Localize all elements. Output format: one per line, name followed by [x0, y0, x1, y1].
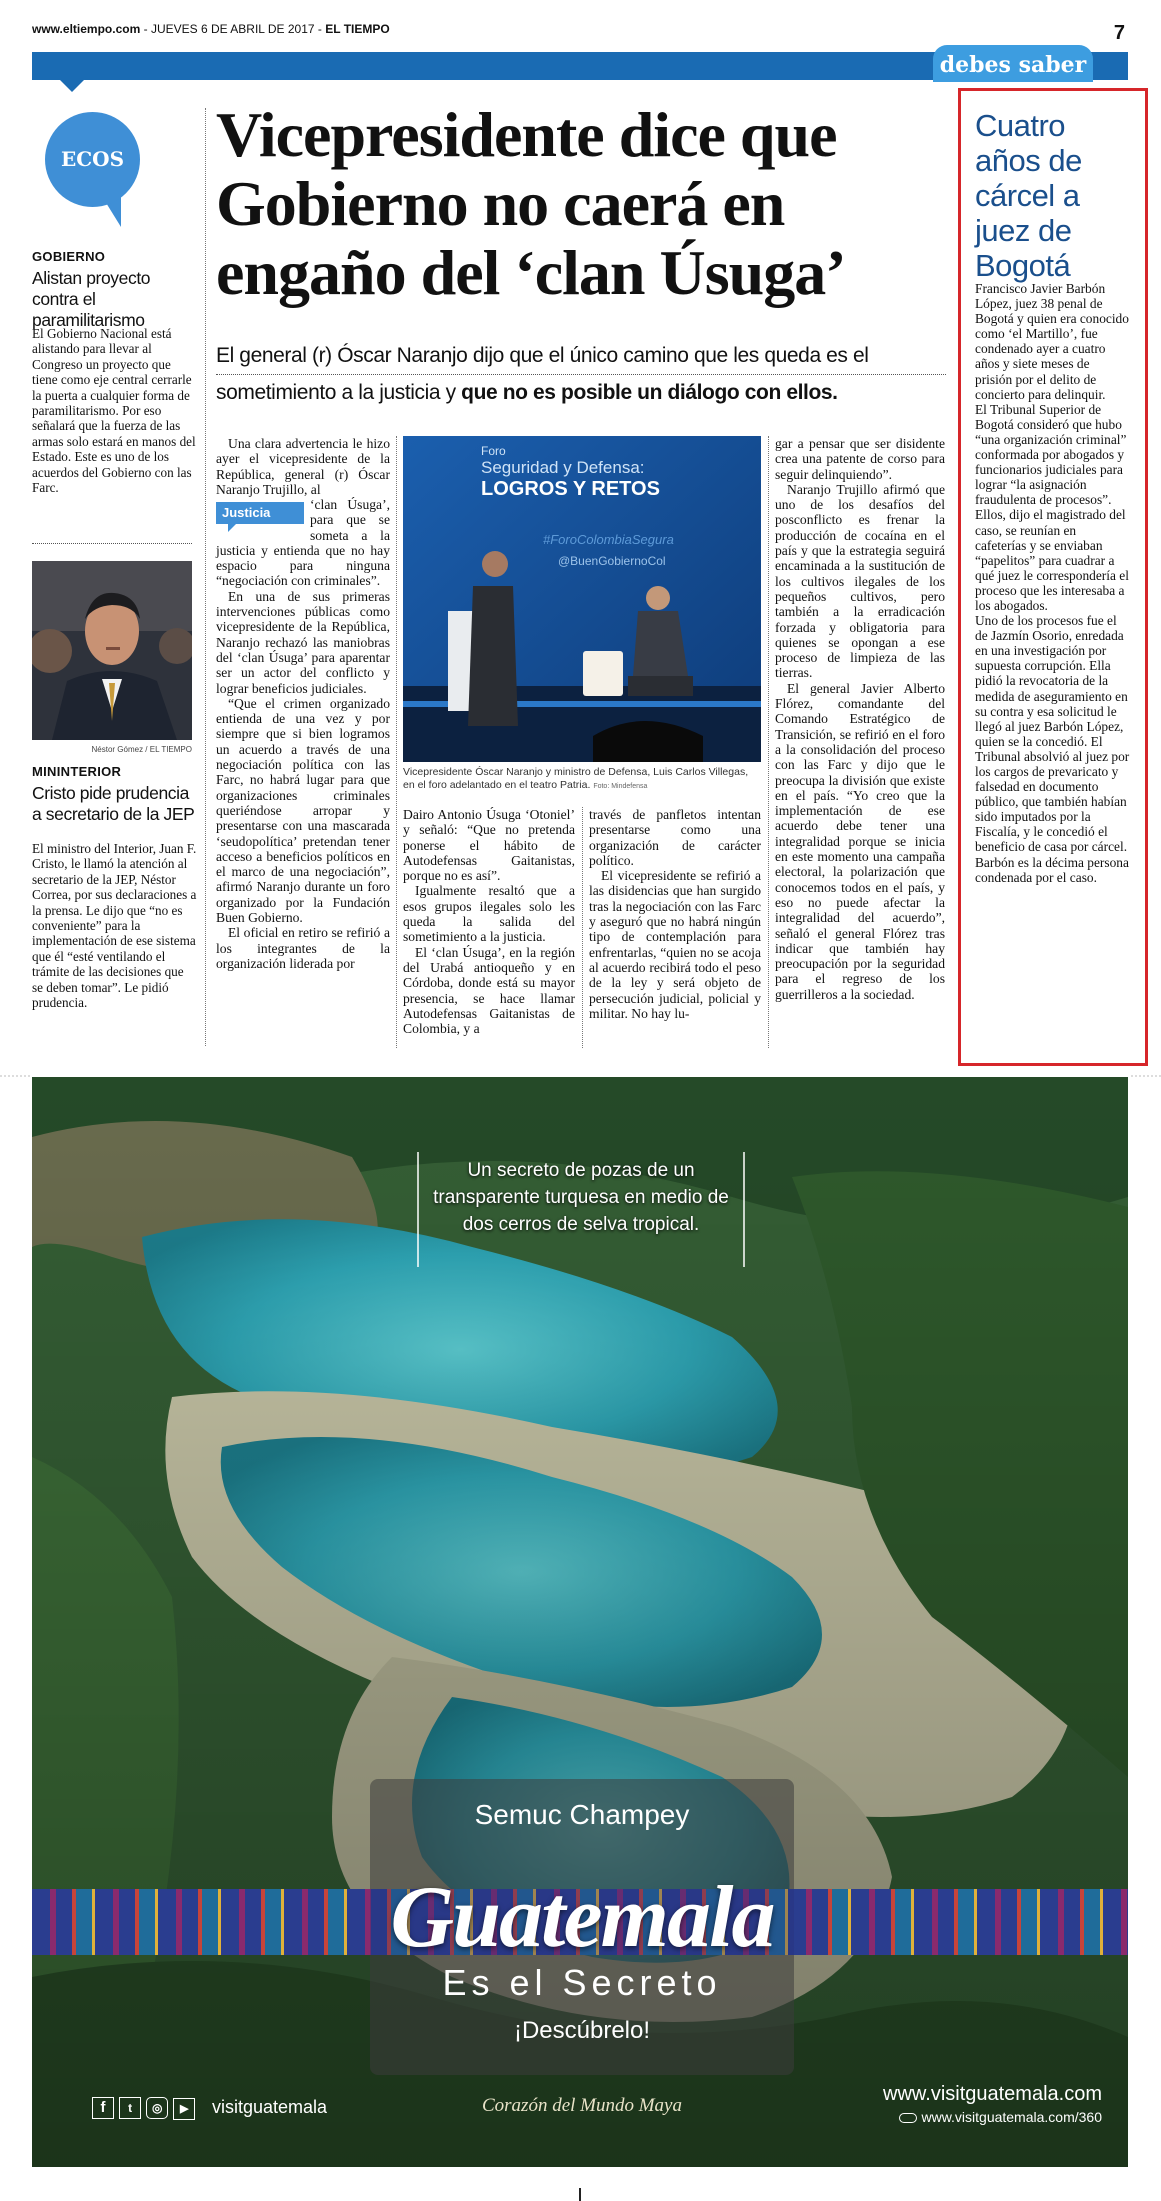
ad-cta: ¡Descúbrelo!	[513, 2017, 651, 2044]
facebook-icon: f	[92, 2097, 114, 2119]
paragraph: ‘clan Úsuga’, para que se someta a la justicia y entienda que no hay espacio para ninguna “negociación con criminales”.	[216, 497, 390, 589]
article-column-2	[403, 807, 575, 1036]
paragraph: Dairo Antonio Úsuga ‘Otoniel’ y señaló: “Que no pretenda ponerse el hábito de Autodefensas Gaitanistas, porque no es así”.	[403, 807, 575, 884]
page-number: 7	[1113, 22, 1125, 44]
brief-section-label: MININTERIOR	[32, 764, 122, 779]
instagram-icon: ◎	[146, 2097, 168, 2119]
brief-headline: Cristo pide prudencia a secretario de la JEP	[32, 783, 195, 824]
subhead-line-2a: sometimiento a la justicia y	[216, 381, 462, 404]
brief-body: El Gobierno Nacional está alistando para llevar al Congreso un proyecto que tiene como eje central cerrarle la puerta a cualquier forma de paramilitarismo. Por eso señalará que la fuerza de las armas solo estará en manos del Estado. Este es uno de los acuerdos del Gobierno con las Farc.	[32, 326, 196, 496]
paragraph: Naranjo Trujillo afirmó que uno de los desafíos del posconflicto es frenar la producción de cocaína en el país y que la estrategia seguirá encaminada a la sustitución de los cultivos ilegales de los pequeños cultivos, pero también a la erradicación forzada y obligatoria para quienes se opongan a ese proceso de limpieza de las tierras.	[775, 481, 945, 681]
paragraph: El vicepresidente se refirió a las disidencias que han surgido tras la negociación con las Farc y aseguró que no habrá ningún tipo de contemplación para enfrentarlas, “quien no se acoja al acuerdo recibirá todo el peso de la ley y será objeto de persecución judicial, policial y militar. No hay lu-	[589, 868, 761, 1021]
page-header	[32, 22, 1128, 44]
subhead-line-2b: que no es posible un diálogo con ellos.	[461, 381, 838, 404]
header-separator: -	[143, 22, 151, 36]
article-column-4	[775, 436, 945, 1002]
twitter-icon: t	[119, 2097, 141, 2119]
article-column-1	[216, 436, 390, 497]
caption-credit: Foto: Mindefensa	[593, 783, 648, 790]
paragraph: El Tribunal Superior de Bogotá consideró que hubo “una organización criminal” conformada por abogados y funcionarios judiciales para lograr “la asignación fraudulenta de procesos”. Ellos, dijo el magistrado del caso, se reunían en cafeterías y se enviaban “papelitos” para cuadrar a qué juez le correspondería el proceso que les interesaba a los abogados.	[975, 401, 1129, 613]
paragraph: Francisco Javier Barbón López, juez 38 penal de Bogotá y quien era conocido como ‘el Martillo’, fue condenado ayer a cuatro años y siete meses de prisión por el delito de concierto para delinquir.	[975, 281, 1129, 402]
header-bar-notch	[60, 80, 84, 92]
article-column-3	[589, 807, 761, 1021]
portrait-photo	[32, 561, 192, 740]
ad-url-360-text: www.visitguatemala.com/360	[921, 2109, 1102, 2125]
paragraph: “Que el crimen organizado entienda de una vez y por siempre que si bien logramos un acuerdo a través de una negociación política con las Farc, no habrá lugar para que organizaciones criminales queriéndose arropar y presentarse con una mascarada ‘seudopolítica’ pretendan tener acceso a beneficios políticos en el marco de una negociación”, afirmó Naranjo durante un foro organizado por la Fundación Buen Gobierno.	[216, 695, 390, 926]
sidebar-body	[975, 281, 1130, 885]
paragraph: gar a pensar que ser disidente crea una patente de corso para seguir delinquiendo”.	[775, 436, 945, 482]
site-url: www.eltiempo.com	[32, 22, 141, 36]
ad-brand-wordmark: Guatemala	[390, 1869, 774, 1966]
paragraph: El general Javier Alberto Flórez, comandante del Comando Estratégico de Transición, se refirió en el foro a la consolidación del proceso con las Farc y dijo que le preocupa la división que existe en el país. “Yo creo que la implementación de ese acuerdo debe tener una integralidad porque se inicia en este momento una campaña electoral, la polarización que conocemos todos en el país, y eso no puede afectar la integralidad del acuerdo”, señaló el general Flórez tras indicar que también hay preocupación por la seguridad para el regreso de los guerrilleros a la sociedad.	[775, 680, 945, 1002]
center-crop-mark	[579, 2188, 581, 2201]
article-column-1-cont	[216, 497, 390, 971]
social-icons	[92, 2097, 195, 2121]
screen-text: @BuenGobiernoCol	[558, 554, 666, 568]
tag-spacer	[216, 497, 310, 541]
brief-headline: Alistan proyecto contra el paramilitarismo	[32, 268, 151, 330]
photo-credit: Néstor Gómez / EL TIEMPO	[91, 745, 192, 754]
screen-text: Foro	[481, 444, 506, 458]
brief-body: El ministro del Interior, Juan F. Cristo, le llamó la atención al secretario de la JEP, Néstor Correa, por sus declaraciones a la prensa. Le dijo que “no es conveniente” para la implementación de ese sistema que él “esté ventilando el trámite de las decisiones que se deben tomar”. Le pidió prudencia.	[32, 841, 197, 1011]
paragraph: Igualmente resaltó que a esos grupos ilegales solo les queda la salida del sometimiento a la justicia.	[403, 883, 575, 945]
youtube-icon: ▶	[173, 2098, 195, 2120]
subhead-line-1: El general (r) Óscar Naranjo dijo que el único camino que les queda es el	[216, 338, 946, 375]
ecos-badge: ECOS	[45, 112, 140, 207]
brief-section-label: GOBIERNO	[32, 249, 106, 264]
screen-text: #ForoColombiaSegura	[543, 532, 674, 547]
section-tag: Justicia	[216, 502, 304, 524]
divider	[32, 543, 192, 544]
column-rule	[396, 436, 397, 1048]
paragraph: Uno de los procesos fue el de Jazmín Osorio, enredada en una investigación por supuesta corrupción. Ella pidió la revocatoria de la medida de aseguramiento en su contra y esa solicitud le llegó al juez Barbón López, quien se la concedió. El Tribunal absolvió al juez por los cargos de prevaricato y falsedad en documento público, que también habían sido imputados por la Fiscalía, y le concedió el beneficio de casa por cárcel. Barbón es la décima persona condenada por el caso.	[975, 613, 1130, 885]
ad-social-handle: visitguatemala	[212, 2097, 328, 2117]
ad-tagline: Un secreto de pozas de un transparente turquesa en medio de dos cerros de selva tropical.	[433, 1160, 729, 1235]
portrait-illustration	[32, 561, 192, 740]
screen-text: LOGROS Y RETOS	[481, 478, 660, 500]
article-photo	[403, 436, 761, 762]
column-rule	[205, 108, 206, 1046]
screen-text: Seguridad y Defensa:	[481, 458, 645, 477]
advertisement	[32, 1077, 1128, 2167]
ad-url: www.visitguatemala.com	[883, 2083, 1102, 2105]
paragraph: Una clara advertencia le hizo ayer el vicepresidente de la República, general (r) Óscar Naranjo Trujillo, al	[216, 436, 390, 497]
ad-slogan: Es el Secreto	[442, 1962, 722, 2003]
section-tab: debes saber	[933, 45, 1093, 82]
column-rule	[582, 807, 583, 1048]
vr-headset-icon	[899, 2113, 917, 2123]
paragraph: El oficial en retiro se refirió a los integrantes de la organización liderada por	[216, 925, 390, 971]
sidebar-headline: Cuatro años de cárcel a juez de Bogotá	[975, 108, 1082, 283]
paragraph: En una de sus primeras intervenciones públicas como vicepresidente de la República, Naranjo rechazó las maniobras del ‘clan Úsuga’ para aparentar ser un actor del conflicto y lograr beneficios judiciales.	[216, 588, 390, 696]
header-separator: -	[317, 22, 326, 36]
header-date: JUEVES 6 DE ABRIL DE 2017	[150, 22, 315, 36]
ad-place: Semuc Champey	[474, 1799, 690, 1830]
paragraph: El ‘clan Úsuga’, en la región del Urabá antioqueño y en Córdoba, donde está su mayor presencia, se hace llamar Autodefensas Gaitanistas de Colombia, y a	[403, 944, 575, 1037]
article-headline: Vicepresidente dice que Gobierno no caerá en engaño del ‘clan Úsuga’	[216, 99, 846, 308]
paragraph: través de panfletos intentan presentarse como una organización de carácter político.	[589, 807, 761, 868]
caption-text: Vicepresidente Óscar Naranjo y ministro de Defensa, Luis Carlos Villegas, en el foro adelantado en el teatro Patria.	[403, 766, 749, 791]
column-rule	[768, 436, 769, 1048]
paper-name: EL TIEMPO	[325, 22, 390, 36]
article-subhead	[216, 338, 946, 411]
photo-caption	[403, 766, 761, 793]
ad-footer-slogan: Corazón del Mundo Maya	[481, 2095, 682, 2116]
ad-url-360	[822, 2109, 1102, 2125]
